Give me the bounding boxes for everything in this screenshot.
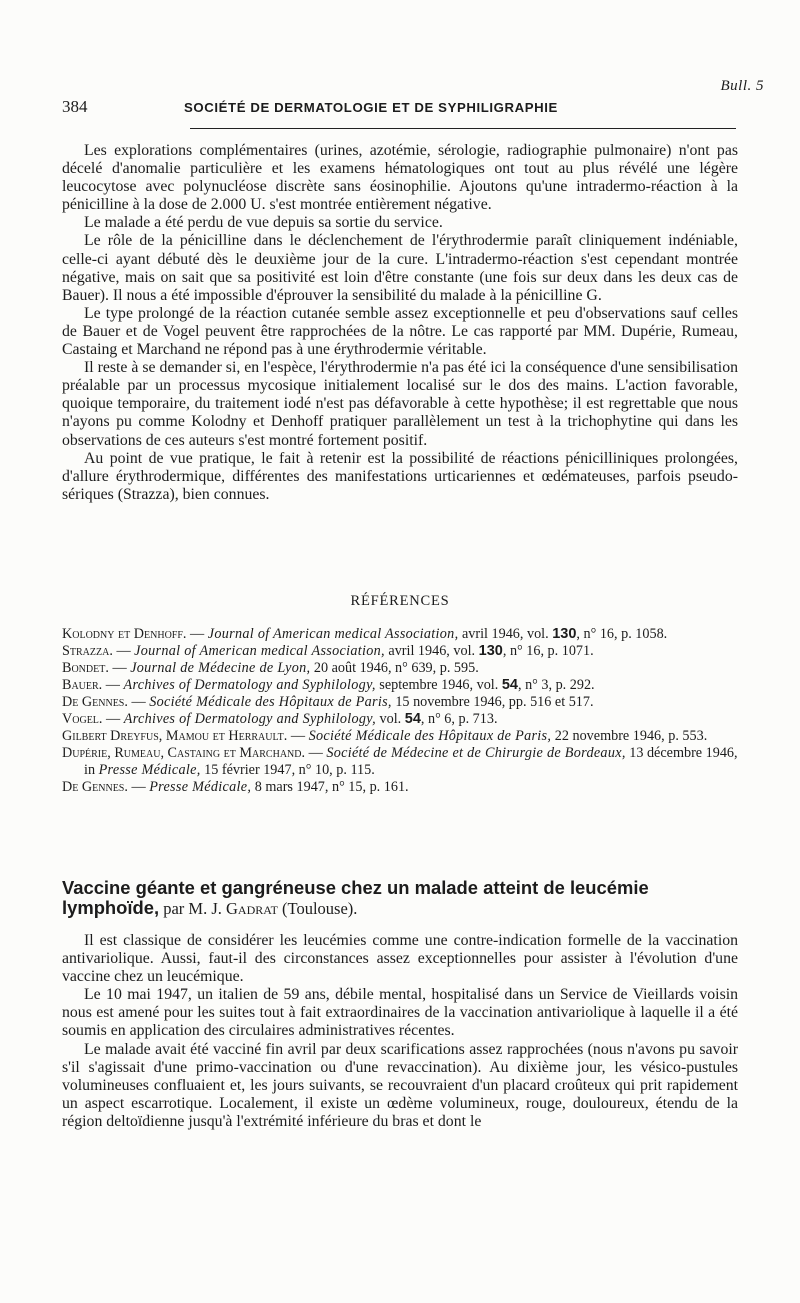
reference-authors: Vogel. [62,711,103,727]
discussion-text [62,142,738,504]
paragraph: Le malade avait été vacciné fin avril par deux scarifications assez rapprochées (nous n'avons pu savoir s'il s'agissait d'une primo-vaccination ou d'une revaccination). Au dixième jour, les vésico-pustules volumineuses confluaient et, les jours suivants, se recouvraient d'un placard croûteux qui prit rapidement un aspect escarrotique. Localement, il existe un œdème volumineux, rouge, douloureux, étendu de la région deltoïdienne jusqu'à l'extrémité inférieure du bras et dont le [62,1040,738,1130]
paragraph: Le 10 mai 1947, un italien de 59 ans, débile mental, hospitalisé dans un Service de Vieillards voisin nous est amené pour les suites tout à fait extraordinaires de la vaccination antivariolique à laquelle il a été soumis en application des circulaires administratives récentes. [62,986,738,1040]
article-title: Vaccine géante et gangréneuse chez un malade atteint de leucémie lymphoïde, par M. J. Gadrat (Toulouse). [62,877,649,918]
reference-item: Kolodny et Denhoff. — Journal of American medical Association, avril 1946, vol. 130, n° 16, p. 1058. [62,626,668,642]
paragraph: Le type prolongé de la réaction cutanée semble assez exceptionnelle et peu d'observations sauf celles de Bauer et de Vogel peuvent être rapprochées de la nôtre. Le cas rapporté par MM. Dupérie, Rumeau, Castaing et Marchand ne répond pas à une érythrodermie véritable. [62,304,738,359]
reference-item: Bondet. — Journal de Médecine de Lyon, 20 août 1946, n° 639, p. 595. [62,660,479,676]
paragraph: Les explorations complémentaires (urines, azotémie, sérologie, radiographie pulmonaire) n'ont pas décelé d'anomalie particulière et les examens hématologiques ont tout au plus révélé une légère leucocytose avec polynucléose discrète sans éosinophilie. Ajoutons qu'une intradermo-réaction à la pénicilline à la dose de 2.000 U. s'est montrée entièrement négative. [62,142,738,214]
reference-item: Gilbert Dreyfus, Mamou et Herrault. — Société Médicale des Hôpitaux de Paris, 22 novembre 1946, p. 553. [62,728,708,744]
reference-authors: Kolodny et Denhoff. [62,626,187,642]
reference-item: Dupérie, Rumeau, Castaing et Marchand. — Société de Médecine et de Chirurgie de Bordeaux, 13 décembre 1946, in Presse Médicale, 15 février 1947, n° 10, p. 115. [62,745,738,778]
references-list [62,626,738,796]
reference-source: Archives of Dermatology and Syphilology, [123,677,376,693]
reference-item: Strazza. — Journal of American medical Association, avril 1946, vol. 130, n° 16, p. 1071. [62,643,594,659]
reference-volume: 130 [478,643,503,659]
paragraph: Le malade a été perdu de vue depuis sa sortie du service. [84,214,443,232]
article-affiliation: (Toulouse). [277,899,358,918]
reference-item: De Gennes. — Société Médicale des Hôpitaux de Paris, 15 novembre 1946, pp. 516 et 517. [62,694,594,710]
article-title-text: Vaccine géante et gangréneuse chez un malade atteint de leucémie lymphoïde, [62,877,649,918]
reference-volume: 54 [501,677,518,693]
reference-source: Société Médicale des Hôpitaux de Paris, [308,728,552,744]
reference-volume: 130 [552,626,577,642]
paragraph: Il reste à se demander si, en l'espèce, l'érythrodermie n'a pas été ici la conséquence d'une sensibilisation préalable par un processus mycosique initialement localisé sur le dos des mains. L'action favorable, quoique temporaire, du traitement iodé n'est pas défavorable à cette hypothèse; il est regrettable que nous n'ayons pu comme Kolodny et Denhoff pratiquer parallèlement un test à la trichophytine qui dans les observations de ces auteurs s'est montré fortement positif. [62,359,738,449]
reference-authors: De Gennes. [62,694,128,710]
reference-item: Bauer. — Archives of Dermatology and Syphilology, septembre 1946, vol. 54, n° 3, p. 292. [62,677,595,693]
reference-volume: 54 [404,711,421,727]
reference-source: Journal de Médecine de Lyon, [130,660,311,676]
references-heading: RÉFÉRENCES [350,593,450,609]
reference-authors: Bondet. [62,660,109,676]
page-header [62,97,738,117]
reference-source: Société Médicale des Hôpitaux de Paris, [149,694,392,710]
reference-source: Société de Médecine et de Chirurgie de Bordeaux, [326,745,626,761]
page-number: 384 [62,97,88,116]
reference-authors: Strazza. [62,643,113,659]
article-text [62,932,738,1131]
running-head: SOCIÉTÉ DE DERMATOLOGIE ET DE SYPHILIGRAPHIE [184,100,558,115]
reference-source: Journal of American medical Association, [207,626,459,642]
reference-authors: Bauer. [62,677,103,693]
reference-source: Archives of Dermatology and Syphilology, [123,711,376,727]
reference-item: De Gennes. — Presse Médicale, 8 mars 1947, n° 15, p. 161. [62,779,409,795]
paragraph: Le rôle de la pénicilline dans le déclenchement de l'érythrodermie paraît cliniquement indéniable, celle-ci ayant débuté dès le deuxième jour de la cure. L'intradermo-réaction s'est cependant montrée négative, mais on sait que sa positivité est loin d'être constante (une fois sur deux dans les deux cas de Bauer). Il nous a été impossible d'éprouver la sensibilité du malade à la pénicilline G. [62,232,738,304]
series-note: Bull. 5 [720,78,764,94]
paragraph: Au point de vue pratique, le fait à retenir est la possibilité de réactions pénicilliniques prolongées, d'allure érythrodermique, différentes des manifestations urticariennes et œdémateuses, parfois pseudo-sériques (Strazza), bien connues. [62,449,738,503]
reference-source: Journal of American medical Association, [134,643,385,659]
reference-authors: De Gennes. [62,779,128,795]
reference-authors: Gilbert Dreyfus, Mamou et Herrault. [62,728,288,744]
paragraph: Il est classique de considérer les leucémies comme une contre-indication formelle de la vaccination antivariolique. Aussi, faut-il des circonstances assez exceptionnelles pour assister à l'évolution d'une vaccine chez un leucémique. [62,932,738,986]
reference-source: Presse Médicale, [98,762,201,778]
reference-authors: Dupérie, Rumeau, Castaing et Marchand. [62,745,306,761]
header-rule [190,128,736,129]
article-author: Gadrat [226,899,278,918]
reference-item: Vogel. — Archives of Dermatology and Syphilology, vol. 54, n° 6, p. 713. [62,711,498,727]
reference-source: Presse Médicale, [149,779,252,795]
